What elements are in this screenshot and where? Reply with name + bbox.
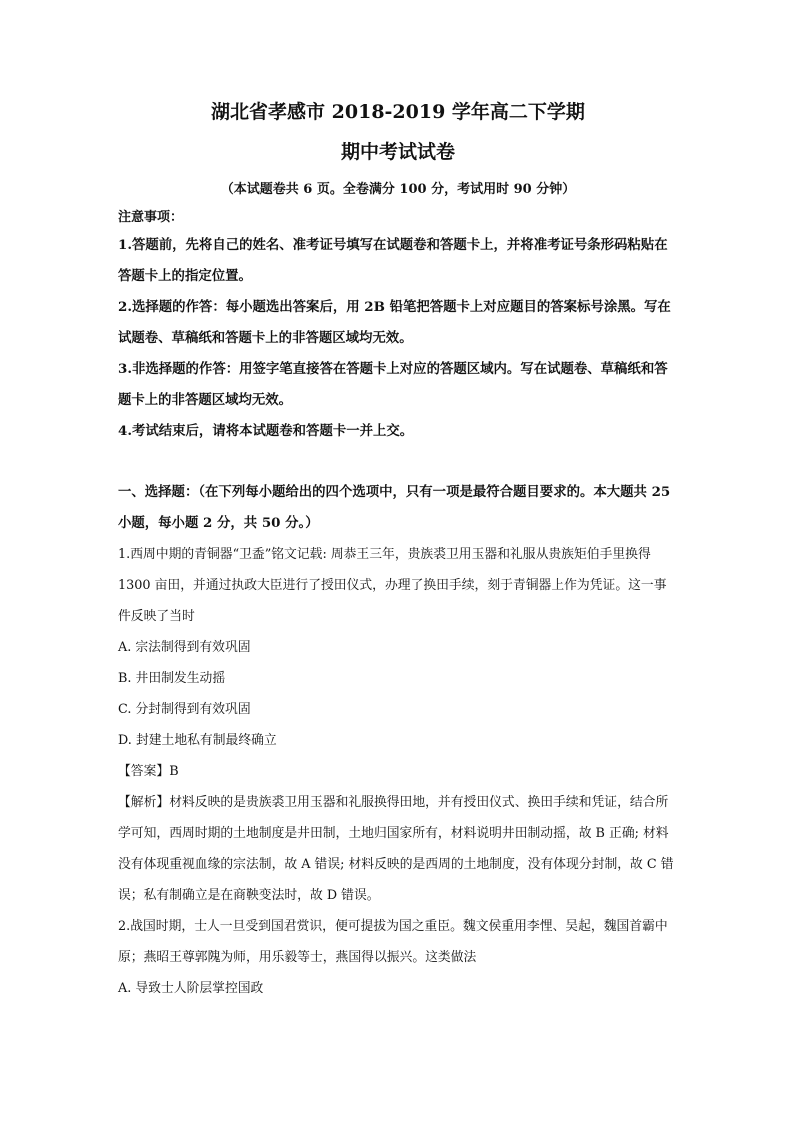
- exam-title: 湖北省孝感市 2018-2019 学年高二下学期: [211, 101, 585, 123]
- exam-page: [118, 98, 678, 1004]
- notice-item-2: 2.选择题的作答：每小题选出答案后，用 2B 铅笔把答题卡上对应题目的答案标号涂黑。写在试题卷、草稿纸和答题卡上的非答题区域均无效。: [118, 299, 671, 346]
- exam-title-line2: 期中考试试卷: [340, 141, 455, 163]
- question-1-analysis: 【解析】材料反映的是贵族裘卫用玉器和礼服换得田地，并有授田仪式、换田手续和凭证，结合所学可知，西周时期的土地制度是井田制，土地归国家所有，材料说明井田制动摇，故 B 正确; 材料没有体现重视血缘的宗法制，故 A 错误; 材料反映的是西周的土地制度，没有体现分封制，故 C 错误；私有制确立是在商鞅变法时，故 D 错误。: [118, 795, 674, 903]
- question-1-option-d: D. 封建土地私有制最终确立: [118, 733, 277, 748]
- question-2-option-a: A. 导致士人阶层掌控国政: [118, 981, 264, 996]
- question-1-answer: 【答案】B: [118, 764, 179, 779]
- notice-item-4: 4.考试结束后，请将本试题卷和答题卡一并上交。: [118, 423, 414, 439]
- question-1-option-b: B. 井田制发生动摇: [118, 671, 226, 686]
- notice-heading: 注意事项：: [118, 210, 184, 225]
- notice-item-3: 3.非选择题的作答：用签字笔直接答在答题卡上对应的答题区域内。写在试题卷、草稿纸和答题卡上的非答题区域均无效。: [118, 361, 668, 408]
- question-1-option-a: A. 宗法制得到有效巩固: [118, 640, 251, 655]
- notice-item-1: 1.答题前，先将自己的姓名、准考证号填写在试题卷和答题卡上，并将准考证号条形码粘贴在答题卡上的指定位置。: [118, 237, 668, 284]
- section-heading: 一、选择题：（在下列每小题给出的四个选项中，只有一项是最符合题目要求的。本大题共 25 小题，每小题 2 分，共 50 分。）: [118, 484, 671, 531]
- question-1-stem: 1.西周中期的青铜器“卫盉”铭文记载: 周恭王三年，贵族裘卫用玉器和礼服从贵族矩伯手里换得 1300 亩田，并通过执政大臣进行了授田仪式，办理了换田手续，刻于青铜器上作为凭证。这一事件反映了当时: [118, 547, 667, 624]
- question-2-stem: 2.战国时期，士人一旦受到国君赏识，便可提拔为国之重臣。魏文侯重用李悝、吴起，魏国首霸中原；燕昭王尊郭隗为师，用乐毅等士，燕国得以振兴。这类做法: [118, 919, 668, 965]
- section-spacer: [118, 447, 678, 477]
- exam-subtitle: （本试题卷共 6 页。全卷满分 100 分，考试用时 90 分钟）: [220, 182, 576, 197]
- question-1-option-c: C. 分封制得到有效巩固: [118, 702, 251, 717]
